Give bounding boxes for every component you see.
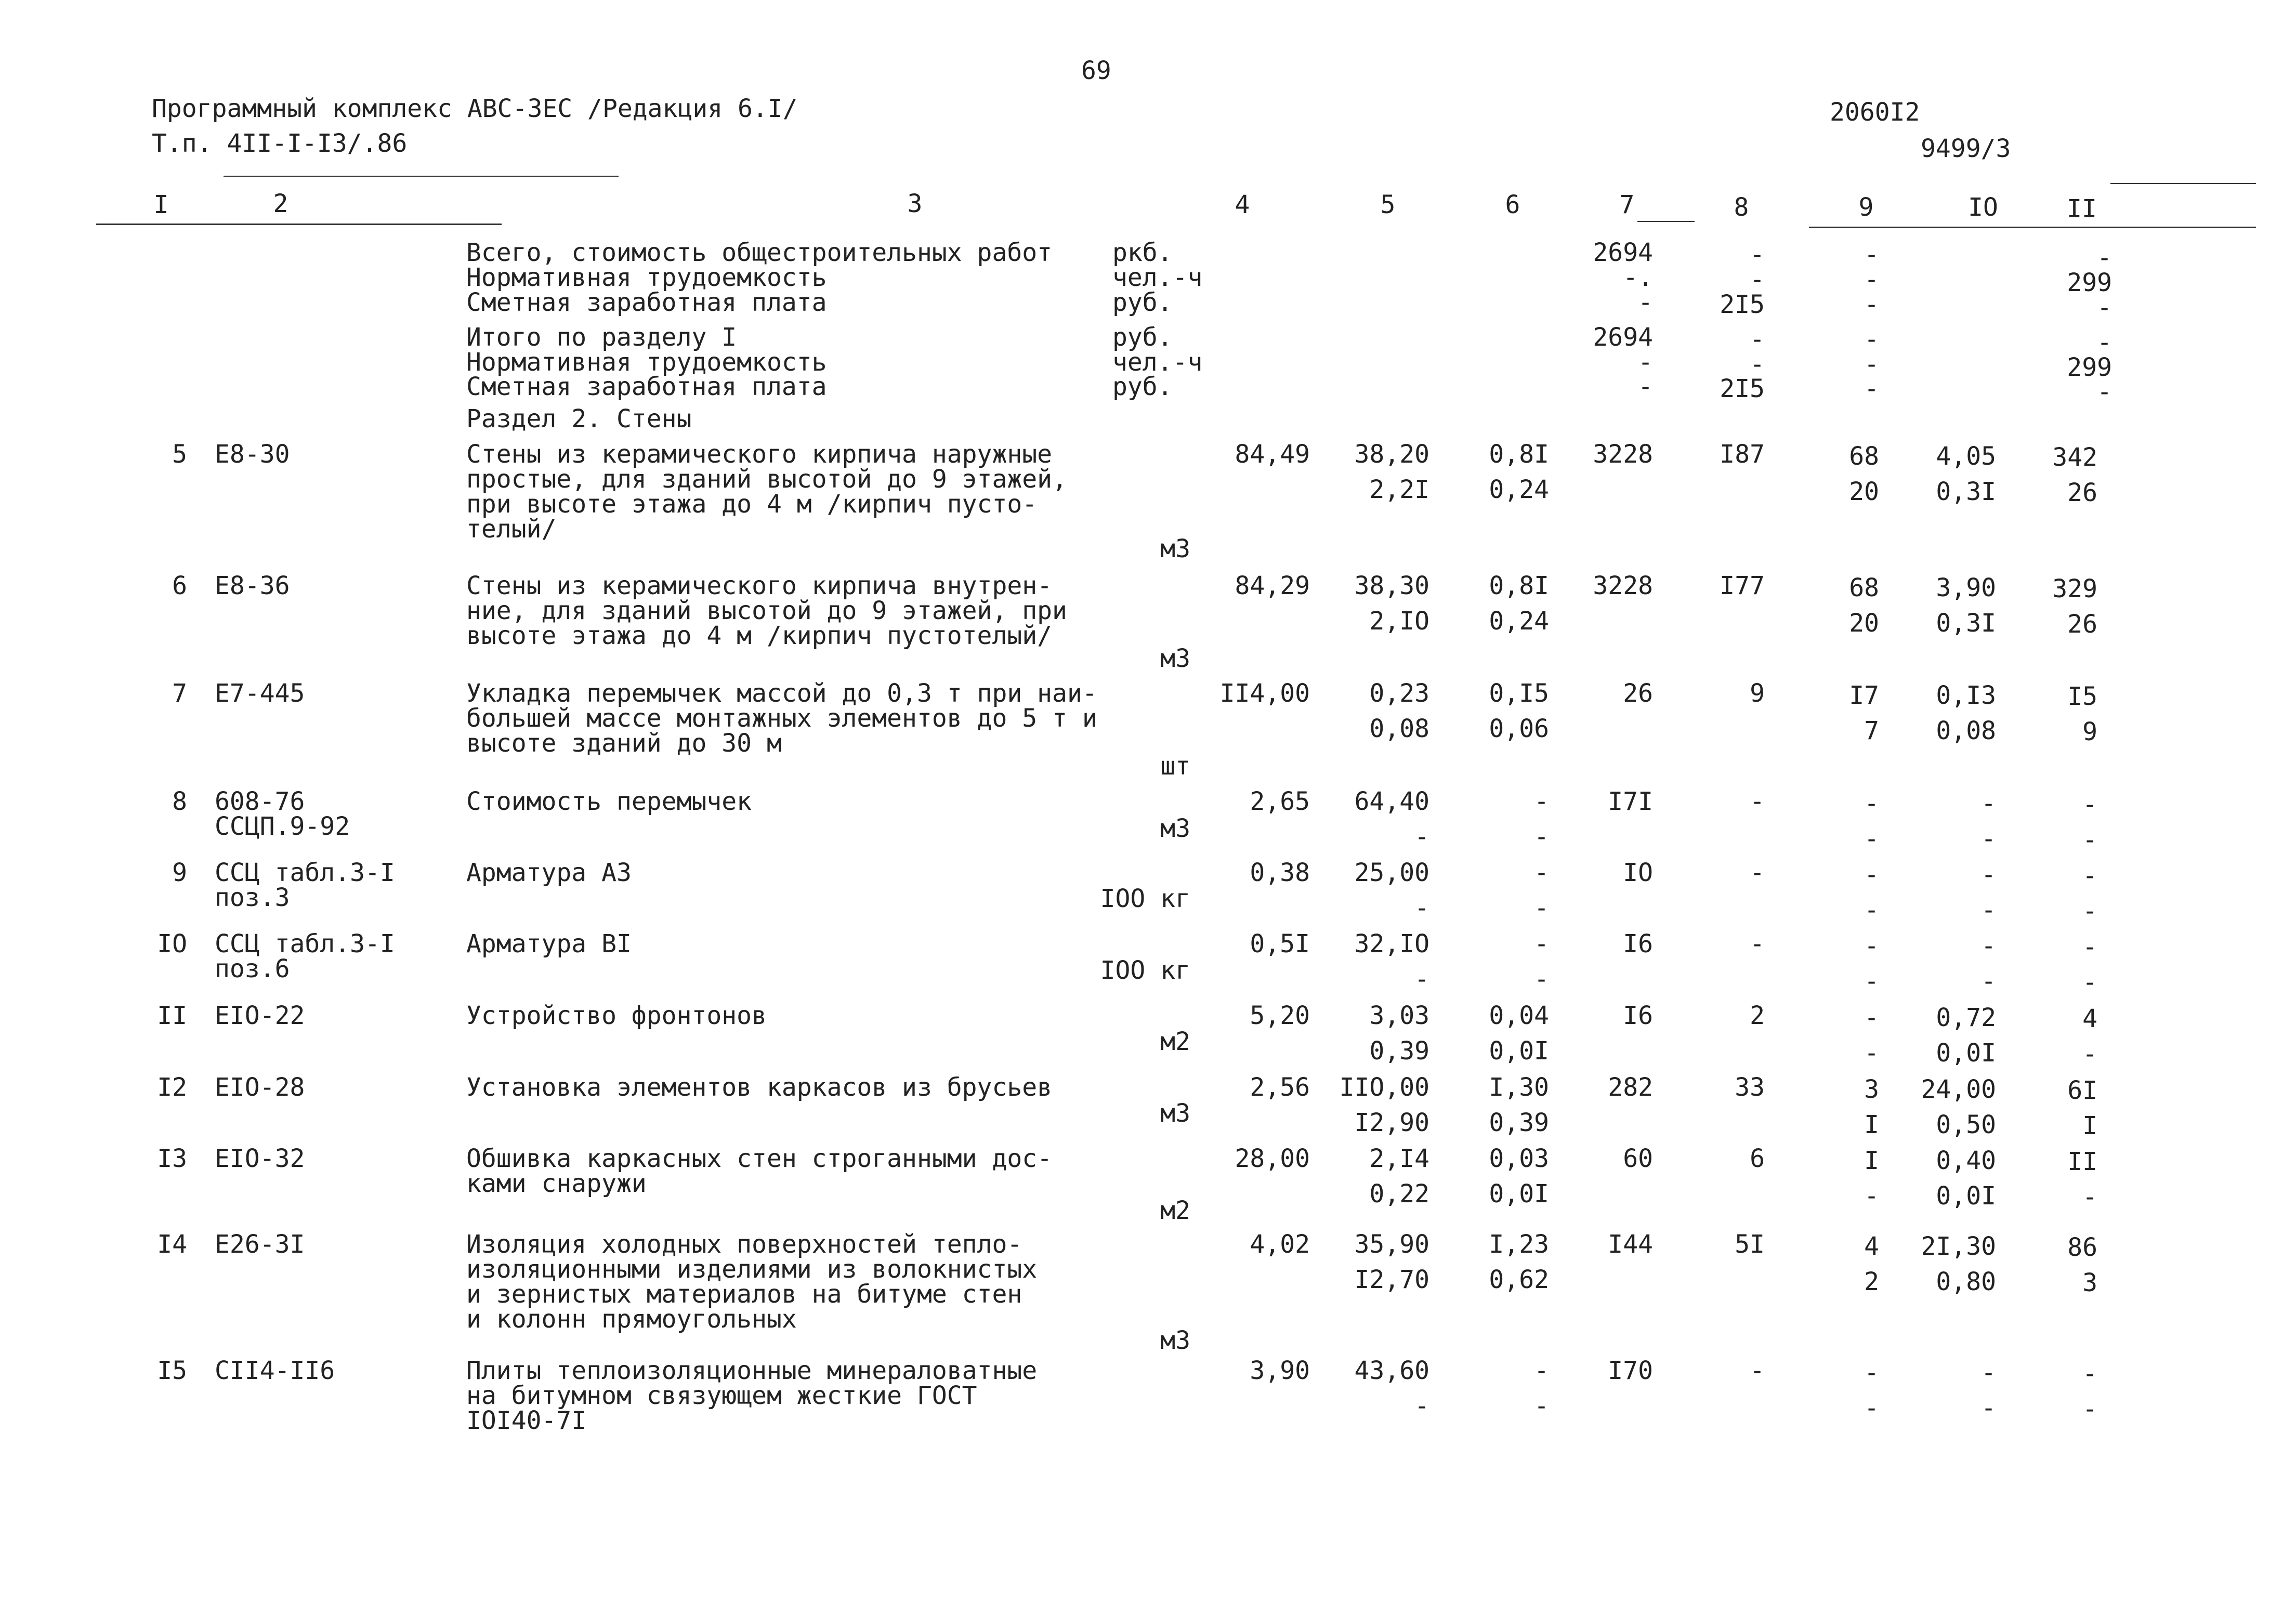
col-header: 2	[273, 189, 288, 218]
summary-unit: чел.-ч	[1112, 348, 1203, 377]
row-col7: I6	[1623, 929, 1653, 958]
row-col8: -	[1750, 858, 1765, 887]
row-quantity: 84,29	[1235, 571, 1310, 600]
row-col10-bottom: 0,3I	[1936, 609, 1996, 638]
row-number: I2	[157, 1073, 187, 1102]
row-col11-top: I5	[2067, 682, 2097, 711]
summary-col7: -	[1638, 372, 1653, 401]
row-col5-top: 38,30	[1354, 571, 1429, 600]
summary-col8: -	[1750, 265, 1765, 294]
summary-col8: -	[1750, 325, 1765, 354]
row-col9-bottom: I	[1864, 1110, 1879, 1139]
summary-label: Сметная заработная плата	[466, 372, 827, 401]
row-col6-top: 0,04	[1489, 1001, 1549, 1030]
row-col5-top: 38,20	[1354, 440, 1429, 469]
row-col6-bottom: 0,62	[1489, 1265, 1549, 1294]
row-col10-top: 0,40	[1936, 1146, 1996, 1175]
row-col11-bottom: -	[2082, 1183, 2097, 1212]
row-unit: м3	[1160, 1099, 1190, 1128]
row-col10-bottom: -	[1981, 1394, 1996, 1423]
row-col5-top: IIO,00	[1339, 1073, 1429, 1102]
row-col8: 9	[1750, 679, 1765, 708]
summary-col9: -	[1864, 350, 1879, 379]
row-col10-bottom: -	[1981, 896, 1996, 925]
col-header: 3	[907, 189, 923, 218]
row-col9-top: -	[1864, 789, 1879, 818]
row-unit: м3	[1160, 644, 1190, 673]
row-quantity: 2,56	[1250, 1073, 1310, 1102]
summary-col9: -	[1864, 290, 1879, 319]
row-col10-top: 24,00	[1921, 1075, 1996, 1104]
row-col8: 6	[1750, 1144, 1765, 1173]
summary-col11: -	[2097, 243, 2112, 272]
row-col6-bottom: 0,39	[1489, 1108, 1549, 1137]
page-number: 69	[1081, 56, 1111, 85]
row-col5-bottom: 0,22	[1369, 1179, 1429, 1209]
row-col11-top: II	[2067, 1147, 2097, 1176]
row-col10-bottom: 0,08	[1936, 716, 1996, 745]
col-header: 5	[1380, 190, 1396, 219]
row-code: ЕIO-32	[215, 1144, 305, 1173]
row-number: 7	[172, 679, 187, 708]
row-code: СII4-II6	[215, 1356, 335, 1385]
summary-col11: -	[2097, 328, 2112, 357]
row-col11-bottom: 26	[2067, 610, 2097, 639]
row-col7: 26	[1623, 679, 1653, 708]
row-unit: IOO кг	[1100, 956, 1190, 985]
row-col11-bottom: I	[2082, 1111, 2097, 1140]
col-header: 4	[1235, 190, 1250, 219]
row-col9-bottom: -	[1864, 1039, 1879, 1068]
summary-col11: -	[2097, 377, 2112, 406]
row-quantity: 5,20	[1250, 1001, 1310, 1030]
row-col8: 2	[1750, 1001, 1765, 1030]
section-title: Раздел 2. Стены	[466, 404, 692, 434]
row-col10-top: -	[1981, 1358, 1996, 1387]
row-col7: IO	[1623, 858, 1653, 887]
row-col6-top: I,30	[1489, 1073, 1549, 1102]
row-col9-top: -	[1864, 1358, 1879, 1387]
row-col10-top: -	[1981, 789, 1996, 818]
row-col10-bottom: -	[1981, 967, 1996, 996]
row-col6-bottom: 0,24	[1489, 475, 1549, 504]
row-description: Стены из керамического кирпича внутрен- ние, для зданий высотой до 9 этажей, при высоте этажа до 4 м /кирпич пустотелый/	[466, 571, 1067, 650]
row-col5-bottom: -	[1414, 965, 1429, 994]
row-description: Стены из керамического кирпича наружные простые, для зданий высотой до 9 этажей, при высоте этажа до 4 м /кирпич пусто- телый/	[466, 440, 1067, 544]
row-col7: 3228	[1593, 440, 1653, 469]
row-col5-bottom: -	[1414, 894, 1429, 923]
row-col9-bottom: -	[1864, 896, 1879, 925]
row-col5-top: 43,60	[1354, 1356, 1429, 1385]
col-header: 9	[1858, 193, 1874, 222]
row-col9-top: 68	[1849, 442, 1879, 471]
row-col9-top: 68	[1849, 573, 1879, 602]
row-number: I5	[157, 1356, 187, 1385]
row-col6-top: 0,03	[1489, 1144, 1549, 1173]
row-code: Е26-3I	[215, 1230, 305, 1259]
row-col9-bottom: -	[1864, 1181, 1879, 1211]
row-description: Изоляция холодных поверхностей тепло- изоляционными изделиями из волокнистых и зернистых материалов на битуме стен и колонн прямоугольных	[466, 1230, 1038, 1334]
row-col5-bottom: -	[1414, 822, 1429, 851]
summary-col8: -	[1750, 350, 1765, 379]
summary-col8: 2I5	[1720, 290, 1765, 319]
rule-header-right	[1809, 227, 2256, 228]
row-number: 9	[172, 858, 187, 887]
row-col6-top: -	[1534, 858, 1549, 887]
row-col9-bottom: 2	[1864, 1267, 1879, 1296]
row-col8: I77	[1720, 571, 1765, 600]
row-col5-top: 0,23	[1369, 679, 1429, 708]
rule-header-left	[96, 224, 502, 225]
row-col10-top: 4,05	[1936, 442, 1996, 471]
row-quantity: 3,90	[1250, 1356, 1310, 1385]
summary-label: Всего, стоимость общестроительных работ	[466, 238, 1053, 267]
row-number: IO	[157, 929, 187, 958]
row-unit: м2	[1160, 1196, 1190, 1225]
col-header: IO	[1968, 193, 1998, 222]
row-col5-bottom: 0,39	[1369, 1036, 1429, 1066]
row-col6-bottom: 0,24	[1489, 607, 1549, 636]
row-col9-top: -	[1864, 931, 1879, 961]
summary-col7: 2694	[1593, 238, 1653, 267]
row-col11-top: 342	[2052, 443, 2097, 472]
row-col6-bottom: 0,06	[1489, 714, 1549, 743]
row-col10-top: -	[1981, 931, 1996, 961]
row-description: Устройство фронтонов	[466, 1001, 767, 1030]
row-col7: I7I	[1608, 787, 1653, 816]
row-description: Плиты теплоизоляционные минераловатные на битумном связующем жесткие ГОСТ IOI40-7I	[466, 1356, 1038, 1435]
row-col10-bottom: 0,3I	[1936, 477, 1996, 506]
row-description: Арматура ВI	[466, 929, 632, 958]
row-col7: I44	[1608, 1230, 1653, 1259]
row-col7: 3228	[1593, 571, 1653, 600]
row-col11-top: 6I	[2067, 1076, 2097, 1105]
row-col11-top: -	[2082, 790, 2097, 819]
row-unit: IOO кг	[1100, 884, 1190, 913]
row-col5-top: 35,90	[1354, 1230, 1429, 1259]
row-quantity: 84,49	[1235, 440, 1310, 469]
row-col11-bottom: 9	[2082, 717, 2097, 746]
summary-unit: руб.	[1112, 323, 1173, 352]
rule-header-mid	[1637, 221, 1695, 222]
row-col10-top: 0,72	[1936, 1003, 1996, 1032]
summary-label: Сметная заработная плата	[466, 288, 827, 317]
summary-unit: чел.-ч	[1112, 263, 1203, 292]
row-col9-top: 4	[1864, 1232, 1879, 1261]
row-number: 6	[172, 571, 187, 600]
summary-unit: руб.	[1112, 288, 1173, 317]
row-col11-top: -	[2082, 861, 2097, 890]
row-col7: I6	[1623, 1001, 1653, 1030]
row-col9-bottom: -	[1864, 967, 1879, 996]
row-col5-bottom: I2,70	[1354, 1265, 1429, 1294]
row-col6-bottom: -	[1534, 1391, 1549, 1421]
sheet-number: 9499/3	[1921, 134, 2011, 163]
summary-col11: 299	[2067, 268, 2112, 297]
row-code: Е8-30	[215, 440, 290, 469]
row-description: Укладка перемычек массой до 0,3 т при наи- большей массе монтажных элементов до 5 т и высоте зданий до 30 м	[466, 679, 1097, 758]
row-col6-top: I,23	[1489, 1230, 1549, 1259]
row-col11-bottom: 3	[2082, 1268, 2097, 1297]
row-col8: 33	[1735, 1073, 1765, 1102]
row-number: 8	[172, 787, 187, 816]
row-col8: -	[1750, 929, 1765, 958]
row-unit: м3	[1160, 534, 1190, 563]
summary-unit: ркб.	[1112, 238, 1173, 267]
summary-col11: -	[2097, 293, 2112, 322]
row-col6-bottom: -	[1534, 965, 1549, 994]
row-code: Е8-36	[215, 571, 290, 600]
row-col10-bottom: 0,0I	[1936, 1039, 1996, 1068]
rule-top-right	[2110, 183, 2256, 184]
row-col5-bottom: 0,08	[1369, 714, 1429, 743]
row-quantity: 2,65	[1250, 787, 1310, 816]
row-col7: 282	[1608, 1073, 1653, 1102]
row-code: 608-76 ССЦП.9-92	[215, 787, 350, 841]
summary-col7: -	[1638, 348, 1653, 377]
summary-unit: руб.	[1112, 372, 1173, 401]
row-col11-bottom: -	[2082, 825, 2097, 855]
summary-col9: -	[1864, 265, 1879, 294]
row-quantity: 4,02	[1250, 1230, 1310, 1259]
row-col11-top: -	[2082, 1359, 2097, 1388]
row-code: ССЦ табл.3-I поз.3	[215, 858, 395, 912]
row-col11-bottom: -	[2082, 968, 2097, 997]
row-col11-bottom: -	[2082, 1040, 2097, 1069]
row-col10-bottom: 0,50	[1936, 1110, 1996, 1139]
row-col6-bottom: 0,0I	[1489, 1179, 1549, 1209]
program-title: Программный комплекс АВС-3ЕС /Редакция 6.I/	[152, 94, 798, 123]
row-col6-top: 0,I5	[1489, 679, 1549, 708]
row-col9-bottom: 20	[1849, 477, 1879, 506]
row-number: II	[157, 1001, 187, 1030]
row-quantity: 0,38	[1250, 858, 1310, 887]
row-col11-bottom: -	[2082, 1395, 2097, 1424]
row-quantity: II4,00	[1219, 679, 1310, 708]
row-col5-top: 2,I4	[1369, 1144, 1429, 1173]
row-col10-bottom: 0,80	[1936, 1267, 1996, 1296]
row-col9-bottom: -	[1864, 824, 1879, 853]
rule-top-left	[224, 176, 619, 177]
row-col11-top: -	[2082, 933, 2097, 962]
row-col6-top: 0,8I	[1489, 571, 1549, 600]
summary-col7: -.	[1623, 263, 1653, 292]
row-col10-top: -	[1981, 860, 1996, 889]
row-col5-top: 3,03	[1369, 1001, 1429, 1030]
row-col9-top: 3	[1864, 1075, 1879, 1104]
col-header: 7	[1619, 190, 1635, 219]
row-col9-bottom: 7	[1864, 716, 1879, 745]
row-col11-top: 329	[2052, 574, 2097, 603]
row-number: I3	[157, 1144, 187, 1173]
row-unit: м2	[1160, 1027, 1190, 1056]
row-col9-top: -	[1864, 1003, 1879, 1032]
summary-col7: -	[1638, 288, 1653, 317]
row-code: Е7-445	[215, 679, 305, 708]
row-col7: 60	[1623, 1144, 1653, 1173]
summary-col11: 299	[2067, 353, 2112, 382]
summary-label: Итого по разделу I	[466, 323, 737, 352]
summary-col9: -	[1864, 374, 1879, 403]
row-code: ЕIO-28	[215, 1073, 305, 1102]
row-quantity: 0,5I	[1250, 929, 1310, 958]
row-col5-top: 32,IO	[1354, 929, 1429, 958]
row-col8: I87	[1720, 440, 1765, 469]
row-col11-top: 86	[2067, 1233, 2097, 1262]
row-col7: I70	[1608, 1356, 1653, 1385]
row-col6-bottom: -	[1534, 894, 1549, 923]
col-header: 6	[1505, 190, 1520, 219]
row-col6-top: -	[1534, 1356, 1549, 1385]
row-col9-top: I7	[1849, 681, 1879, 710]
row-code: ЕIO-22	[215, 1001, 305, 1030]
row-description: Арматура А3	[466, 858, 632, 887]
row-col6-bottom: 0,0I	[1489, 1036, 1549, 1066]
row-col6-top: -	[1534, 929, 1549, 958]
row-col11-bottom: -	[2082, 897, 2097, 926]
row-col5-bottom: -	[1414, 1391, 1429, 1421]
row-col6-top: -	[1534, 787, 1549, 816]
summary-label: Нормативная трудоемкость	[466, 263, 827, 292]
row-col9-top: I	[1864, 1146, 1879, 1175]
row-col5-bottom: 2,IO	[1369, 607, 1429, 636]
summary-col8: 2I5	[1720, 374, 1765, 403]
project-code: Т.п. 4II-I-I3/.86	[152, 129, 408, 158]
row-col11-bottom: 26	[2067, 478, 2097, 507]
row-col6-bottom: -	[1534, 822, 1549, 851]
col-header: 8	[1734, 193, 1749, 222]
row-col10-top: 2I,30	[1921, 1232, 1996, 1261]
row-description: Установка элементов каркасов из брусьев	[466, 1073, 1053, 1102]
row-quantity: 28,00	[1235, 1144, 1310, 1173]
summary-col9: -	[1864, 240, 1879, 269]
row-col9-top: -	[1864, 860, 1879, 889]
row-number: 5	[172, 440, 187, 469]
row-col11-top: 4	[2082, 1004, 2097, 1033]
summary-col8: -	[1750, 240, 1765, 269]
row-code: ССЦ табл.3-I поз.6	[215, 929, 395, 983]
row-col8: -	[1750, 787, 1765, 816]
row-unit: м3	[1160, 1326, 1190, 1355]
row-unit: шт	[1160, 752, 1190, 781]
row-number: I4	[157, 1230, 187, 1259]
row-col5-top: 25,00	[1354, 858, 1429, 887]
col-header: II	[2067, 194, 2097, 224]
row-col10-top: 3,90	[1936, 573, 1996, 602]
row-description: Обшивка каркасных стен строганными дос- ками снаружи	[466, 1144, 1053, 1198]
summary-col7: 2694	[1593, 323, 1653, 352]
row-col9-bottom: -	[1864, 1394, 1879, 1423]
row-col10-bottom: -	[1981, 824, 1996, 853]
row-col9-bottom: 20	[1849, 609, 1879, 638]
row-col5-top: 64,40	[1354, 787, 1429, 816]
row-col10-bottom: 0,0I	[1936, 1181, 1996, 1211]
document-code: 2060I2	[1830, 98, 1920, 127]
col-header: I	[153, 190, 169, 219]
row-description: Стоимость перемычек	[466, 787, 752, 816]
row-col8: 5I	[1735, 1230, 1765, 1259]
row-col5-bottom: 2,2I	[1369, 475, 1429, 504]
row-col5-bottom: I2,90	[1354, 1108, 1429, 1137]
row-col8: -	[1750, 1356, 1765, 1385]
row-col10-top: 0,I3	[1936, 681, 1996, 710]
summary-col9: -	[1864, 325, 1879, 354]
summary-label: Нормативная трудоемкость	[466, 348, 827, 377]
row-col6-top: 0,8I	[1489, 440, 1549, 469]
row-unit: м3	[1160, 814, 1190, 843]
